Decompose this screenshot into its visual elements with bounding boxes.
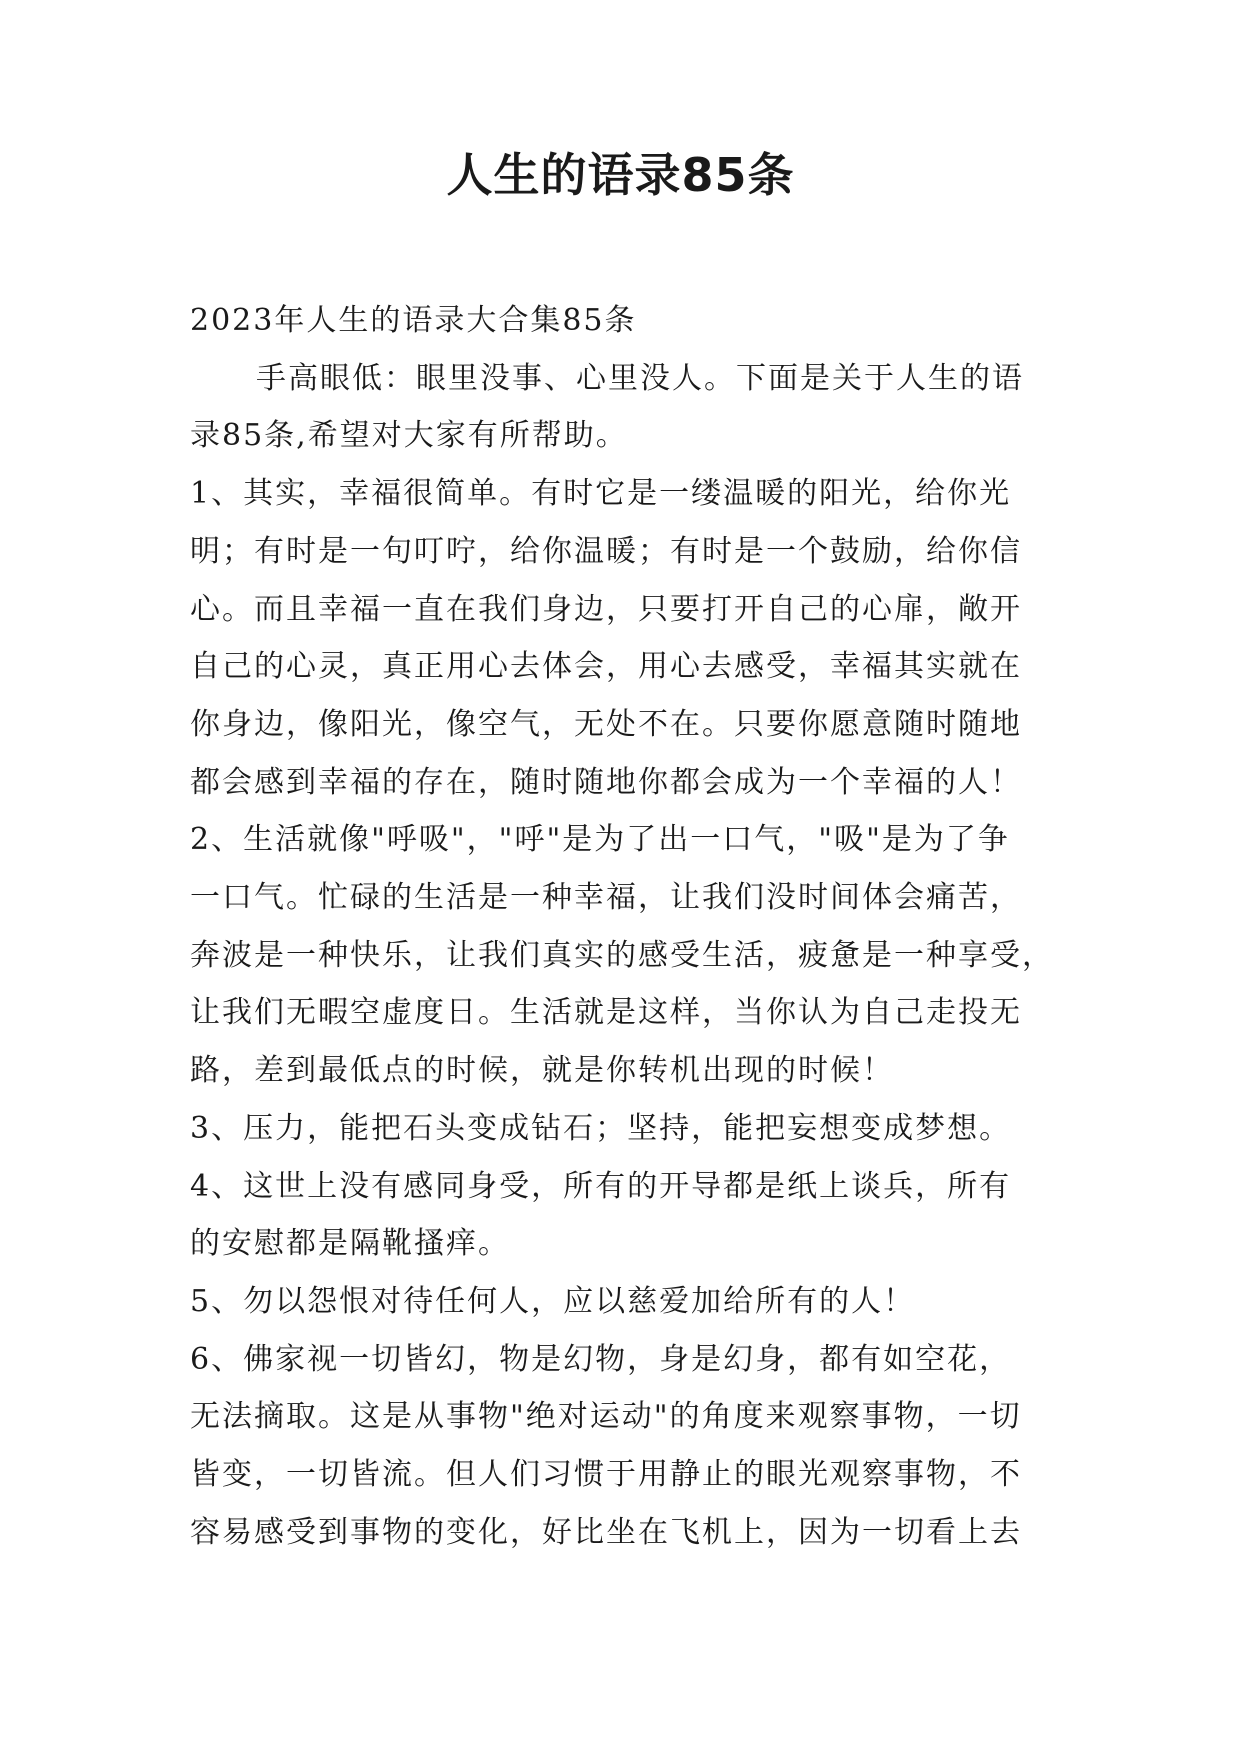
intro-line: 录85条,希望对大家有所帮助。 xyxy=(190,418,628,454)
quote-1-line: 你身边，像阳光，像空气，无处不在。只要你愿意随时随地 xyxy=(190,706,1022,742)
quote-1-line: 明；有时是一句叮咛，给你温暖；有时是一个鼓励，给你信 xyxy=(190,533,1022,569)
quote-1-line: 心。而且幸福一直在我们身边，只要打开自己的心扉，敞开 xyxy=(190,591,1022,627)
quote-1-line: 都会感到幸福的存在，随时随地你都会成为一个幸福的人！ xyxy=(190,764,1022,800)
quote-4-line: 的安慰都是隔靴搔痒。 xyxy=(190,1226,510,1262)
document-title: 人生的语录85条 xyxy=(446,148,795,202)
quote-5-line: 5、勿以怨恨对待任何人，应以慈爱加给所有的人！ xyxy=(190,1283,916,1319)
quote-6-line: 容易感受到事物的变化，好比坐在飞机上，因为一切看上去 xyxy=(190,1514,1022,1550)
quote-3-line: 3、压力，能把石头变成钻石；坚持，能把妄想变成梦想。 xyxy=(190,1110,1012,1146)
quote-6-line: 无法摘取。这是从事物"绝对运动"的角度来观察事物，一切 xyxy=(190,1399,1022,1435)
quote-1-line: 1、其实，幸福很简单。有时它是一缕温暖的阳光，给你光 xyxy=(190,476,1012,512)
quote-2-line: 一口气。忙碌的生活是一种幸福，让我们没时间体会痛苦， xyxy=(190,880,1022,916)
intro-line: 手高眼低：眼里没事、心里没人。下面是关于人生的语 xyxy=(256,360,1024,396)
quote-4-line: 4、这世上没有感同身受，所有的开导都是纸上谈兵，所有 xyxy=(190,1168,1012,1204)
quote-2-line: 2、生活就像"呼吸"，"呼"是为了出一口气，"吸"是为了争 xyxy=(190,822,1010,858)
quote-2-line: 路，差到最低点的时候，就是你转机出现的时候！ xyxy=(190,1053,894,1089)
quote-2-line: 让我们无暇空虚度日。生活就是这样，当你认为自己走投无 xyxy=(190,995,1022,1031)
subtitle-line: 2023年人生的语录大合集85条 xyxy=(190,303,637,338)
document-body xyxy=(190,292,1058,1561)
quote-2-line: 奔波是一种快乐，让我们真实的感受生活，疲惫是一种享受， xyxy=(190,937,1054,973)
quote-6-line: 皆变，一切皆流。但人们习惯于用静止的眼光观察事物，不 xyxy=(190,1457,1022,1493)
quote-6-line: 6、佛家视一切皆幻，物是幻物，身是幻身，都有如空花， xyxy=(190,1341,1012,1377)
quote-1-line: 自己的心灵，真正用心去体会，用心去感受，幸福其实就在 xyxy=(190,649,1022,685)
